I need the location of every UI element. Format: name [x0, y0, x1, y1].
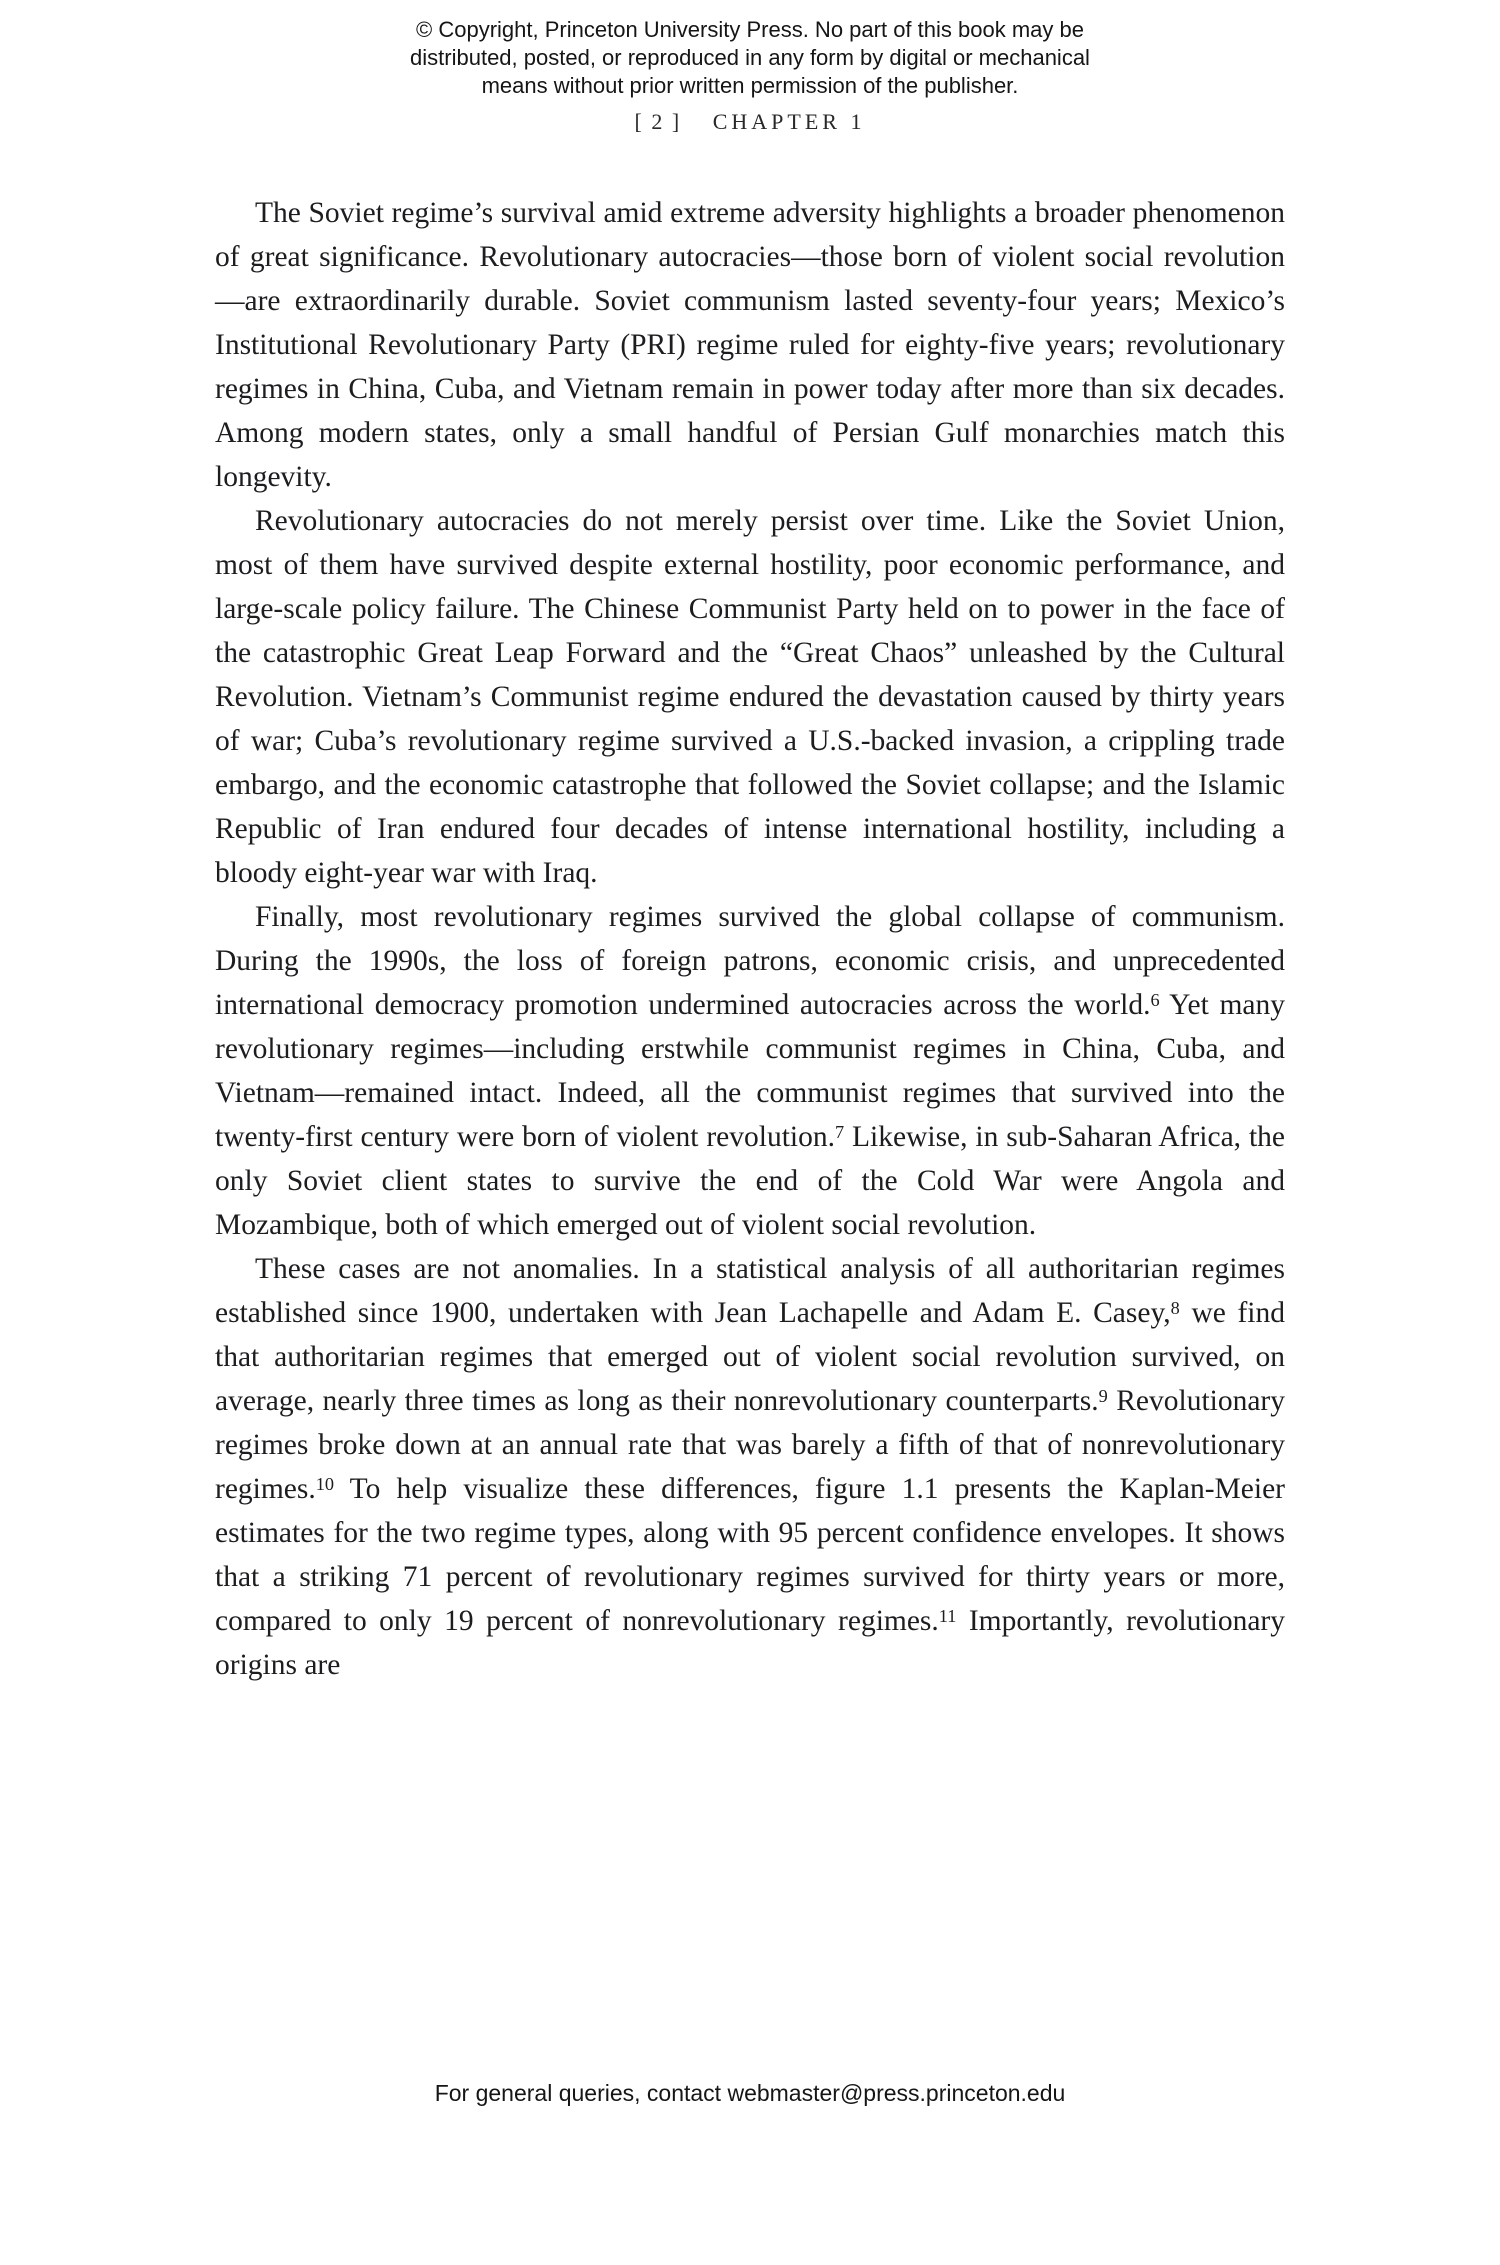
paragraph: These cases are not anomalies. In a statistical analysis of all authoritarian regimes established since 1900, undertaken with Jean Lachapelle and Adam E. Casey,$^8$ we find that authoritarian regimes that emerged out of violent social revolution survived, on average, nearly three times as long as their nonrevolutionary counterparts.$^9$ Revolutionary regimes broke down at an annual rate that was barely a fifth of that of nonrevolutionary regimes.$^{10}$ To help visualize these differences, figure 1.1 presents the Kaplan-Meier estimates for the two regime types, along with 95 percent confidence envelopes. It shows that a striking 71 percent of revolutionary regimes survived for thirty years or more, compared to only 19 percent of nonrevolutionary regimes.$^{11}$ Importantly, revolutionary origins are	[215, 1253, 1285, 1681]
query-notice: For general queries, contact webmaster@press.princeton.edu	[434, 2080, 1066, 2106]
footnote-reference: 6	[1150, 990, 1160, 1011]
paragraph: Revolutionary autocracies do not merely persist over time. Like the Soviet Union, most of them have survived despite external hostility, poor economic performance, and large-scale policy failure. The Chinese Communist Party held on to power in the face of the catastrophic Great Leap Forward and the “Great Chaos” unleashed by the Cultural Revolution. Vietnam’s Communist regime endured the devastation caused by thirty years of war; Cuba’s revolutionary regime survived a U.S.-backed invasion, a crippling trade embargo, and the economic catastrophe that followed the Soviet collapse; and the Islamic Republic of Iran endured four decades of intense international hostility, including a bloody eight-year war with Iraq.	[215, 505, 1285, 889]
copyright-notice	[0, 0, 1500, 100]
footnote-reference: 9	[1098, 1386, 1108, 1407]
page-number: [ 2 ]	[634, 109, 682, 134]
footnote-reference: 8	[1170, 1298, 1180, 1319]
running-head	[0, 109, 1500, 135]
copyright-line: means without prior written permission of the publisher.	[481, 73, 1019, 98]
copyright-line: © Copyright, Princeton University Press. No part of this book may be	[416, 17, 1084, 42]
footnote-reference: 11	[938, 1606, 957, 1627]
footnote-reference: 10	[315, 1474, 335, 1495]
page-header	[0, 0, 1500, 135]
page-footer	[0, 2080, 1500, 2107]
paragraph: Finally, most revolutionary regimes survived the global collapse of communism. During the 1990s, the loss of foreign patrons, economic crisis, and unprecedented international democracy promotion undermined autocracies across the world.$^6$ Yet many revolutionary regimes—including erstwhile communist regimes in China, Cuba, and Vietnam—remained intact. Indeed, all the communist regimes that survived into the twenty-first century were born of violent revolution.$^7$ Likewise, in sub-Saharan Africa, the only Soviet client states to survive the end of the Cold War were Angola and Mozambique, both of which emerged out of violent social revolution.	[215, 901, 1285, 1241]
footnote-reference: 7	[834, 1122, 845, 1143]
paragraph: The Soviet regime’s survival amid extreme adversity highlights a broader phenomenon of great significance. Revolutionary autocracies—those born of violent social revolution—are extraordinarily durable. Soviet communism lasted seventy-four years; Mexico’s Institutional Revolutionary Party (PRI) regime ruled for eighty-five years; revolutionary regimes in China, Cuba, and Vietnam remain in power today after more than six decades. Among modern states, only a small handful of Persian Gulf monarchies match this longevity.	[215, 197, 1285, 493]
chapter-title: CHAPTER 1	[712, 109, 866, 134]
body-text	[215, 191, 1285, 1687]
copyright-line: distributed, posted, or reproduced in any form by digital or mechanical	[410, 45, 1090, 70]
